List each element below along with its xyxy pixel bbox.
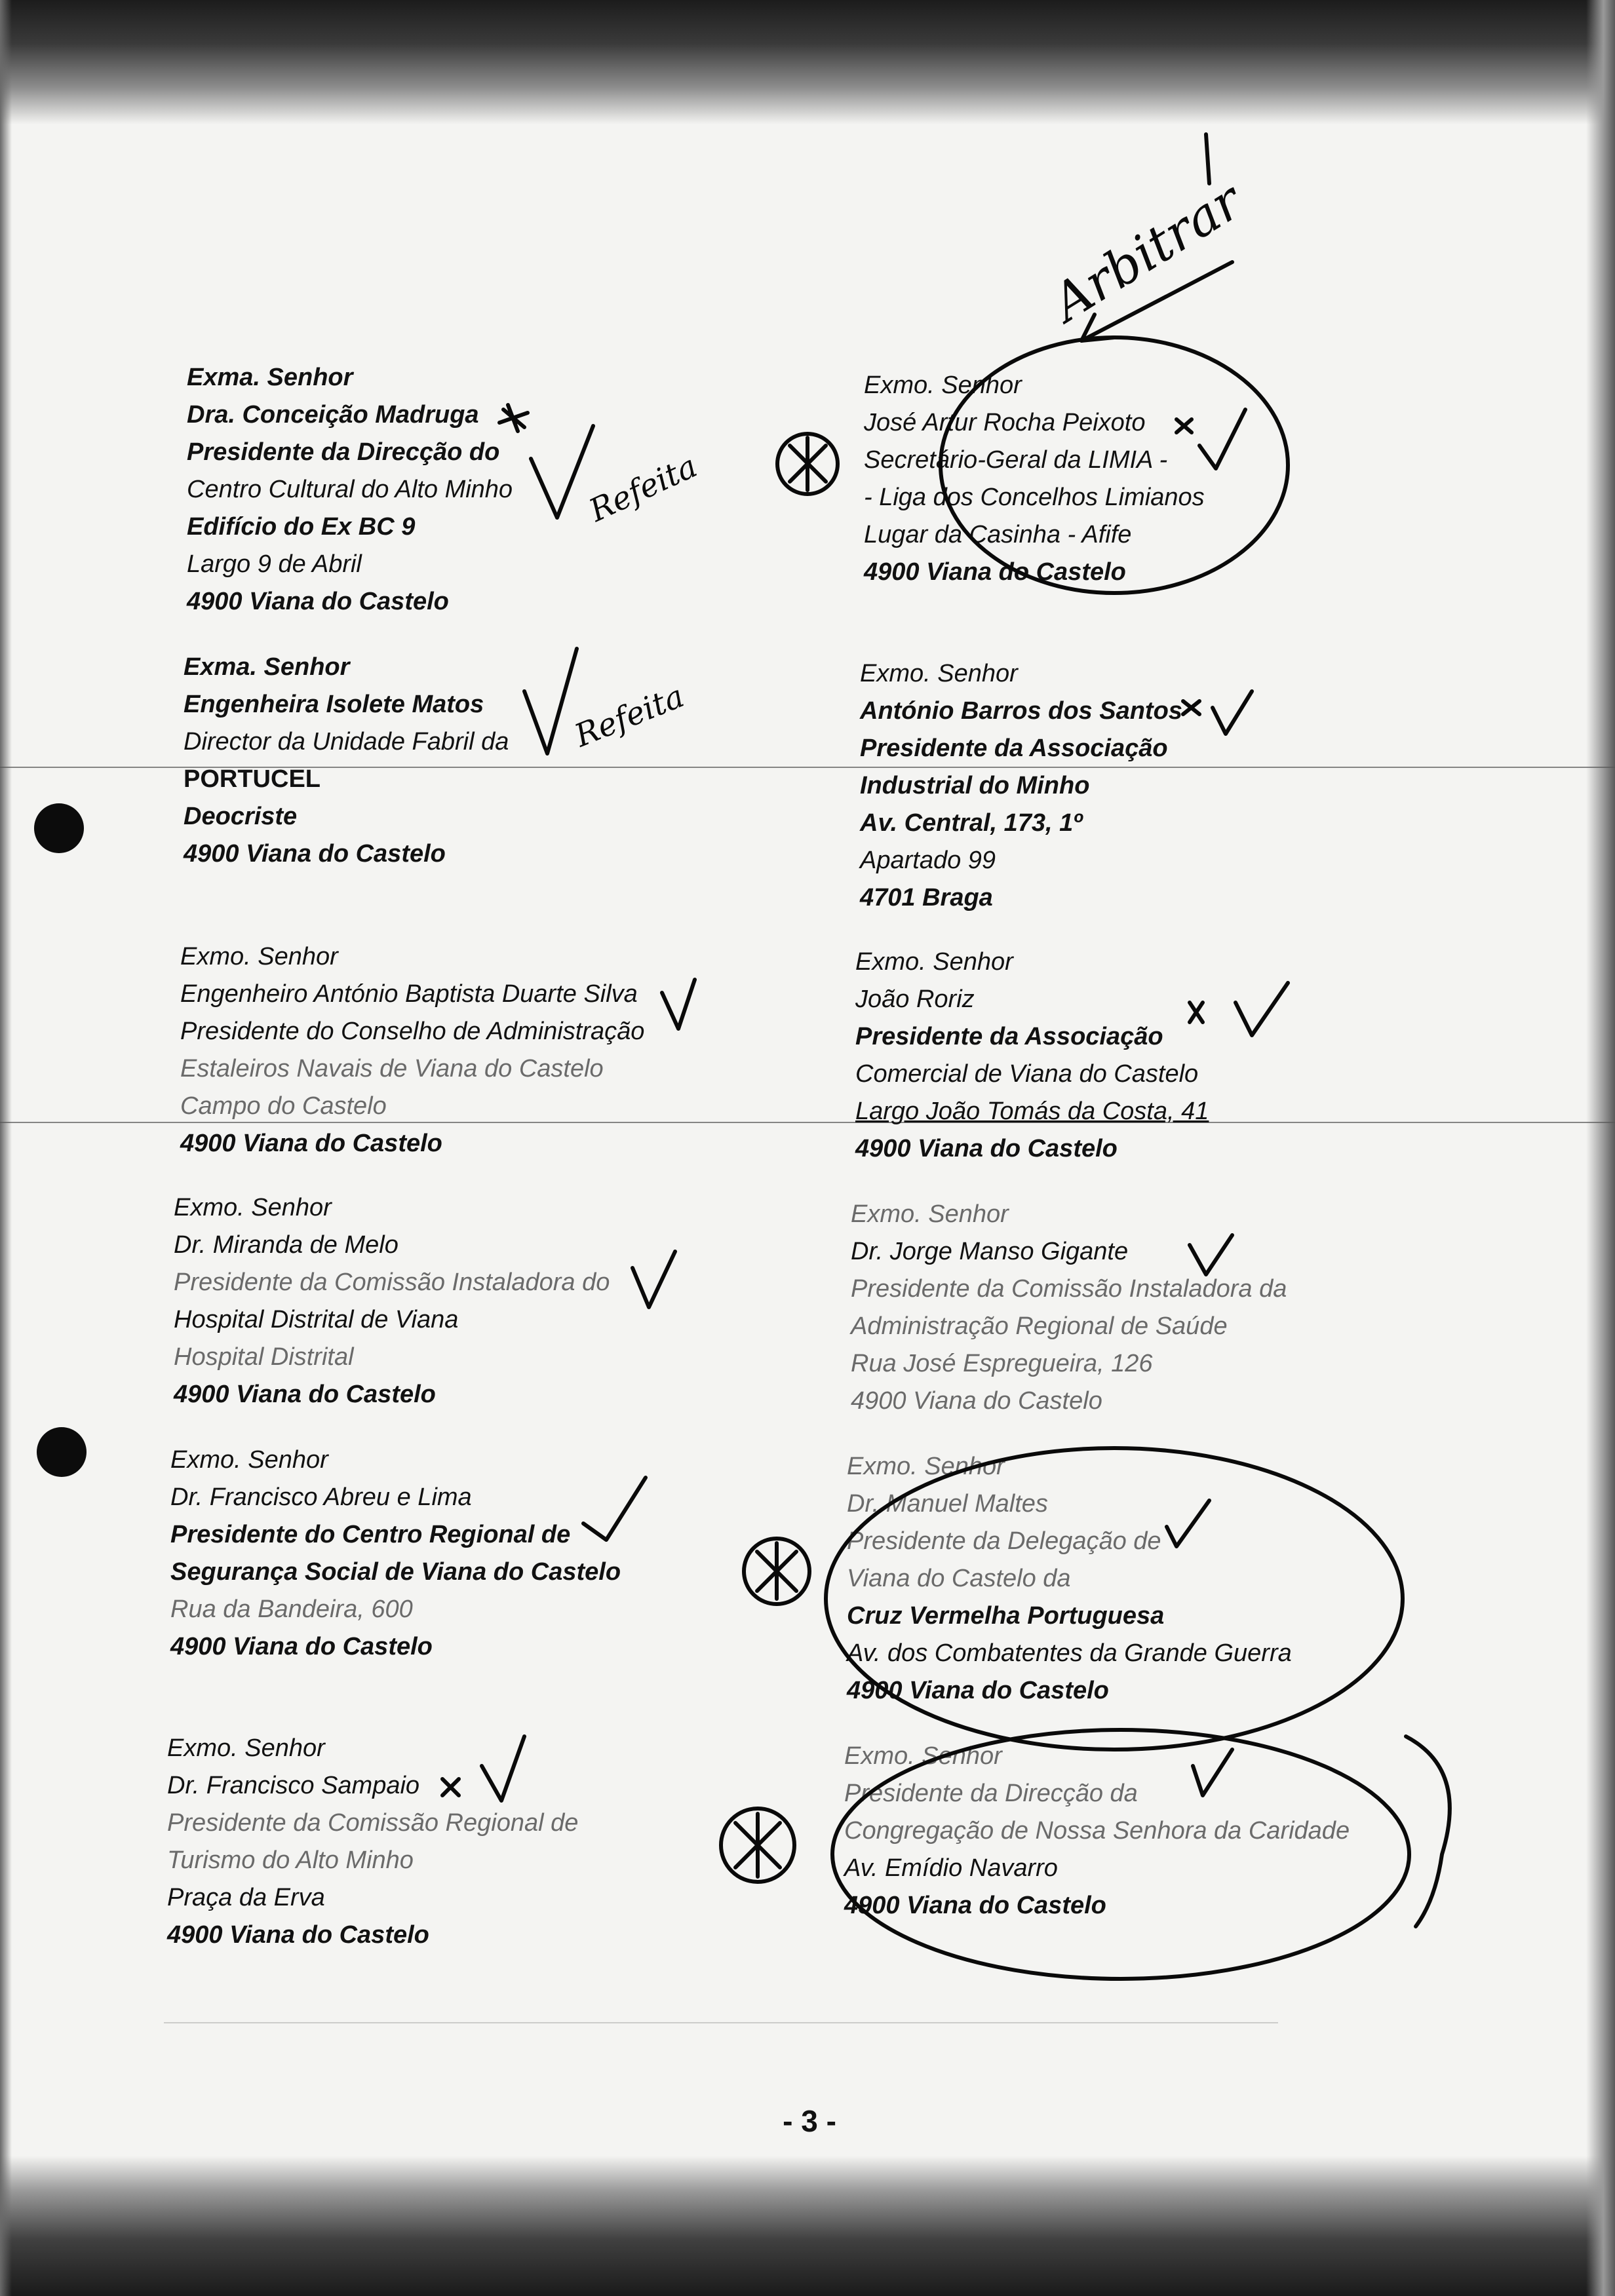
organization: Administração Regional de Saúde — [851, 1312, 1228, 1340]
recipient-name: Dr. Miranda de Melo — [174, 1231, 399, 1259]
postal-line: 4900 Viana do Castelo — [855, 1135, 1118, 1162]
address-line: Praça da Erva — [167, 1884, 325, 1911]
check-mark — [1167, 1501, 1209, 1546]
salutation: Exmo. Senhor — [855, 948, 1013, 976]
salutation: Exma. Senhor — [184, 653, 350, 681]
address-line: Rua José Espregueira, 126 — [851, 1350, 1153, 1377]
x-mark — [1183, 701, 1199, 714]
salutation: Exmo. Senhor — [170, 1446, 328, 1474]
circle-mark — [826, 1448, 1403, 1750]
organization: Cruz Vermelha Portuguesa — [847, 1602, 1165, 1630]
address-line: Largo 9 de Abril — [187, 550, 362, 578]
organization: PORTUCEL — [184, 765, 321, 793]
recipient-name: Engenheiro António Baptista Duarte Silva — [180, 980, 638, 1008]
page-number: - 3 - — [783, 2104, 836, 2138]
address-line: Rua da Bandeira, 600 — [170, 1596, 413, 1623]
recipient-title: Presidente da Direcção do — [187, 438, 500, 466]
recipient-name: Dr. Manuel Maltes — [847, 1490, 1048, 1518]
handwritten-note-2: Refeita — [570, 678, 690, 755]
postal-line: 4900 Viana do Castelo — [844, 1892, 1106, 1919]
postal-line: 4900 Viana do Castelo — [180, 1130, 442, 1157]
recipient-title: Presidente do Conselho de Administração — [180, 1018, 645, 1045]
address-line: Hospital Distrital — [174, 1343, 354, 1371]
recipient-title: Presidente da Direcção da — [844, 1780, 1138, 1807]
recipient-title: Presidente da Delegação de — [847, 1527, 1161, 1555]
organization: Turismo do Alto Minho — [167, 1846, 414, 1874]
organization: Centro Cultural do Alto Minho — [187, 476, 513, 503]
postal-line: 4900 Viana do Castelo — [851, 1387, 1102, 1415]
salutation: Exmo. Senhor — [864, 372, 1022, 399]
recipient-title: Presidente do Centro Regional de — [170, 1521, 571, 1548]
x-mark — [1190, 1003, 1203, 1022]
recipient-name: Engenheira Isolete Matos — [184, 691, 484, 718]
organization: - Liga dos Concelhos Limianos — [864, 484, 1205, 511]
recipient-name: João Roriz — [855, 985, 975, 1013]
check-mark — [1193, 1750, 1232, 1795]
recipient-title: Director da Unidade Fabril da — [184, 728, 509, 756]
postal-line: 4701 Braga — [860, 884, 993, 911]
recipient-name: Dr. Jorge Manso Gigante — [851, 1238, 1129, 1265]
organization: Industrial do Minho — [860, 772, 1090, 799]
organization: Segurança Social de Viana do Castelo — [170, 1558, 621, 1586]
address-line: Deocriste — [184, 803, 298, 830]
postal-line: 4900 Viana do Castelo — [187, 588, 449, 615]
circle-mark — [941, 337, 1288, 593]
check-mark — [1190, 1235, 1232, 1274]
recipient-name: Dr. Francisco Sampaio — [167, 1772, 420, 1799]
recipient-title: Presidente da Comissão Instaladora da — [851, 1275, 1287, 1303]
recipient-name: Dr. Francisco Abreu e Lima — [170, 1483, 472, 1511]
check-mark — [531, 426, 593, 518]
address-line: Av. dos Combatentes da Grande Guerra — [847, 1639, 1292, 1667]
organization: Congregação de Nossa Senhora da Caridade — [844, 1817, 1350, 1845]
x-mark — [442, 1779, 459, 1795]
organization: Comercial de Viana do Castelo — [855, 1060, 1199, 1088]
check-mark — [662, 980, 695, 1029]
handwritten-top-annotation: Arbitrar — [1042, 171, 1253, 334]
check-mark — [1213, 691, 1252, 734]
salutation: Exmo. Senhor — [180, 943, 338, 970]
postal-line: 4900 Viana do Castelo — [184, 840, 446, 868]
address-line: Lugar da Casinha - Afife — [864, 521, 1132, 548]
salutation: Exmo. Senhor — [167, 1734, 325, 1762]
address-line: Apartado 99 — [860, 847, 996, 874]
check-mark — [524, 649, 577, 754]
organization: Viana do Castelo da — [847, 1565, 1071, 1592]
recipient-title: Presidente da Comissão Instaladora do — [174, 1269, 610, 1296]
recipient-name: Dra. Conceição Madruga — [187, 401, 479, 429]
check-mark — [583, 1478, 646, 1540]
recipient-name: José Artur Rocha Peixoto — [864, 409, 1146, 436]
address-line: Edifício do Ex BC 9 — [187, 513, 416, 541]
address-line: Av. Central, 173, 1º — [860, 809, 1083, 837]
salutation: Exmo. Senhor — [844, 1742, 1002, 1770]
salutation: Exmo. Senhor — [860, 660, 1018, 687]
salutation: Exma. Senhor — [187, 364, 353, 391]
bracket-mark — [1406, 1736, 1450, 1926]
recipient-name: António Barros dos Santos — [860, 697, 1182, 725]
circle-mark — [832, 1730, 1409, 1979]
salutation: Exmo. Senhor — [847, 1453, 1005, 1480]
recipient-title: Presidente da Associação — [855, 1023, 1163, 1050]
postal-line: 4900 Viana do Castelo — [170, 1633, 433, 1660]
address-line: Largo João Tomás da Costa, 41 — [855, 1098, 1209, 1125]
check-mark — [1199, 410, 1245, 469]
organization: Estaleiros Navais de Viana do Castelo — [180, 1055, 604, 1082]
postal-line: 4900 Viana do Castelo — [174, 1381, 436, 1408]
organization: Hospital Distrital de Viana — [174, 1306, 459, 1333]
vertical-tick — [1206, 134, 1209, 183]
check-mark — [482, 1736, 524, 1801]
postal-line: 4900 Viana do Castelo — [864, 558, 1126, 586]
recipient-title: Presidente da Associação — [860, 735, 1168, 762]
recipient-title: Presidente da Comissão Regional de — [167, 1809, 579, 1837]
address-line: Av. Emídio Navarro — [844, 1854, 1058, 1882]
salutation: Exmo. Senhor — [174, 1194, 332, 1221]
recipient-title: Secretário-Geral da LIMIA - — [864, 446, 1168, 474]
handwritten-note-1: Refeita — [583, 448, 703, 529]
postal-line: 4900 Viana do Castelo — [847, 1677, 1109, 1704]
postal-line: 4900 Viana do Castelo — [167, 1921, 429, 1949]
check-mark — [632, 1252, 675, 1307]
x-mark — [1177, 419, 1192, 432]
salutation: Exmo. Senhor — [851, 1200, 1009, 1228]
address-line: Campo do Castelo — [180, 1092, 387, 1120]
check-mark — [1236, 983, 1288, 1035]
star-mark — [499, 405, 528, 431]
